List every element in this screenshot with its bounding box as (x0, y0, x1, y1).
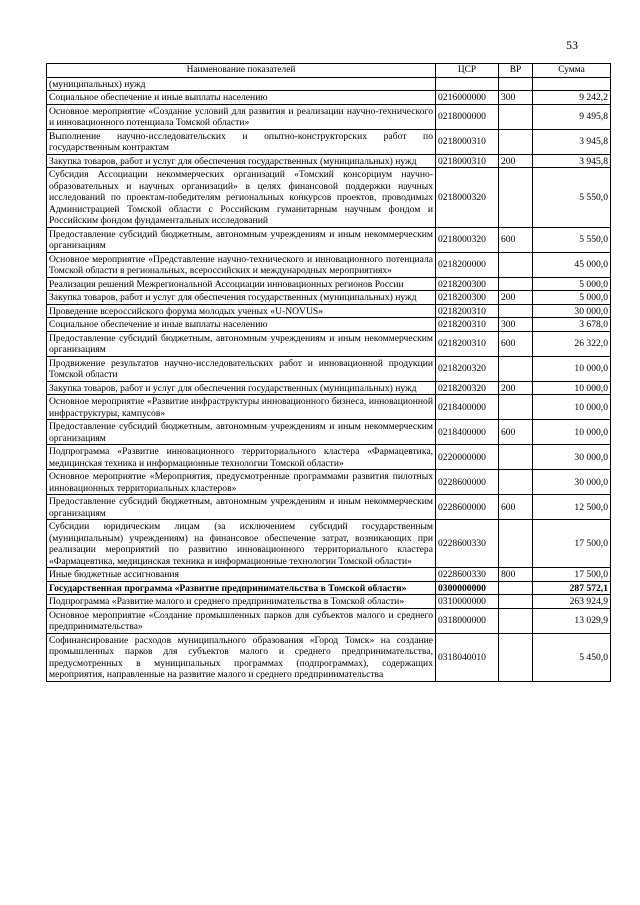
row-sum-cell: 5 550,0 (533, 227, 611, 252)
row-vr-cell: 600 (499, 495, 533, 520)
row-csr-cell: 0218000320 (436, 168, 499, 228)
table-row (47, 495, 611, 520)
row-name-cell: Социальное обеспечение и иные выплаты населению (47, 318, 436, 332)
row-csr-cell: 0218000320 (436, 227, 499, 252)
table-row (47, 168, 611, 228)
row-csr-cell: 0218200300 (436, 291, 499, 305)
row-csr-cell: 0310000000 (436, 595, 499, 609)
table-row (47, 252, 611, 277)
row-vr-cell: 300 (499, 318, 533, 332)
row-sum-cell: 17 500,0 (533, 568, 611, 582)
table-row (47, 520, 611, 568)
table-row (47, 445, 611, 470)
row-name-cell: Закупка товаров, работ и услуг для обеспечения государственных (муниципальных) нужд (47, 154, 436, 168)
row-csr-cell: 0228600330 (436, 520, 499, 568)
row-name-cell: (муниципальных) нужд (47, 77, 436, 91)
row-vr-cell (499, 581, 533, 595)
row-name-cell: Продвижение результатов научно-исследовательских работ и инновационной продукции Томской области (47, 356, 436, 381)
row-vr-cell: 800 (499, 568, 533, 582)
row-sum-cell: 3 945,8 (533, 154, 611, 168)
row-sum-cell: 13 029,9 (533, 608, 611, 633)
row-vr-cell: 200 (499, 154, 533, 168)
row-name-cell: Закупка товаров, работ и услуг для обеспечения государственных (муниципальных) нужд (47, 381, 436, 395)
table-row (47, 608, 611, 633)
row-csr-cell: 0228600000 (436, 470, 499, 495)
row-name-cell: Основное мероприятие «Создание промышленных парков для субъектов малого и среднего предпринимательства» (47, 608, 436, 633)
row-csr-cell: 0318040010 (436, 633, 499, 681)
row-sum-cell: 26 322,0 (533, 331, 611, 356)
row-name-cell: Проведение всероссийского форума молодых ученых «U-NOVUS» (47, 304, 436, 318)
row-name-cell: Закупка товаров, работ и услуг для обеспечения государственных (муниципальных) нужд (47, 291, 436, 305)
table-row (47, 304, 611, 318)
table-header-row (47, 64, 611, 78)
row-name-cell: Реализация решений Межрегиональной Ассоциации инновационных регионов России (47, 277, 436, 291)
row-vr-cell (499, 470, 533, 495)
row-vr-cell (499, 129, 533, 154)
table-row (47, 154, 611, 168)
row-vr-cell (499, 356, 533, 381)
row-name-cell: Субсидии юридическим лицам (за исключением субсидий государственным (муниципальным) учреждениям) на финансовое обеспечение затрат, возникающих при реализации мероприятий по развитию инновационного территориального кластера «Фармацевтика, медицинская техника и информационные технологии Томской области» (47, 520, 436, 568)
table-row (47, 595, 611, 609)
row-csr-cell: 0300000000 (436, 581, 499, 595)
row-vr-cell (499, 77, 533, 91)
row-csr-cell: 0228600000 (436, 495, 499, 520)
row-sum-cell: 10 000,0 (533, 381, 611, 395)
table-body (47, 77, 611, 681)
row-vr-cell (499, 252, 533, 277)
row-csr-cell: 0218200300 (436, 277, 499, 291)
row-csr-cell: 0218000310 (436, 154, 499, 168)
row-vr-cell (499, 168, 533, 228)
row-sum-cell: 9 495,8 (533, 104, 611, 129)
budget-table (46, 63, 611, 682)
table-row (47, 331, 611, 356)
row-sum-cell: 45 000,0 (533, 252, 611, 277)
row-sum-cell: 30 000,0 (533, 304, 611, 318)
table-row (47, 633, 611, 681)
row-sum-cell: 5 000,0 (533, 291, 611, 305)
row-name-cell: Предоставление субсидий бюджетным, автономным учреждениям и иным некоммерческим организациям (47, 495, 436, 520)
row-vr-cell (499, 633, 533, 681)
table-row (47, 395, 611, 420)
row-name-cell: Предоставление субсидий бюджетным, автономным учреждениям и иным некоммерческим организациям (47, 420, 436, 445)
table-row (47, 104, 611, 129)
row-csr-cell: 0220000000 (436, 445, 499, 470)
row-name-cell: Подпрограмма «Развитие инновационного территориального кластера «Фармацевтика, медицинская техника и информационные технологии Томской области» (47, 445, 436, 470)
row-sum-cell: 263 924,9 (533, 595, 611, 609)
table-row (47, 581, 611, 595)
row-csr-cell: 0318000000 (436, 608, 499, 633)
row-csr-cell: 0218200310 (436, 304, 499, 318)
row-name-cell: Софинансирование расходов муниципального образования «Город Томск» на создание промышленных парков для субъектов малого и среднего предпринимательства, предусмотренных в муниципальных программах (подпрограммах), содержащих мероприятия, направленные на развитие малого и среднего предпринимательства (47, 633, 436, 681)
row-sum-cell: 287 572,1 (533, 581, 611, 595)
table-row (47, 277, 611, 291)
table-row (47, 470, 611, 495)
row-name-cell: Основное мероприятие «Представление научно-технического и инновационного потенциала Томской области в региональных, всероссийских и международных мероприятиях» (47, 252, 436, 277)
row-sum-cell: 12 500,0 (533, 495, 611, 520)
table-row (47, 381, 611, 395)
row-vr-cell (499, 608, 533, 633)
row-csr-cell: 0218200320 (436, 356, 499, 381)
row-sum-cell: 10 000,0 (533, 356, 611, 381)
table-row (47, 227, 611, 252)
row-csr-cell: 0228600330 (436, 568, 499, 582)
row-csr-cell: 0218200310 (436, 331, 499, 356)
row-name-cell: Предоставление субсидий бюджетным, автономным учреждениям и иным некоммерческим организациям (47, 227, 436, 252)
row-csr-cell: 0218000000 (436, 104, 499, 129)
row-sum-cell: 9 242,2 (533, 91, 611, 105)
row-vr-cell (499, 445, 533, 470)
row-csr-cell: 0218200320 (436, 381, 499, 395)
row-name-cell: Подпрограмма «Развитие малого и среднего предпринимательства в Томской области» (47, 595, 436, 609)
row-sum-cell: 30 000,0 (533, 470, 611, 495)
row-vr-cell (499, 520, 533, 568)
row-name-cell: Выполнение научно-исследовательских и опытно-конструкторских работ по государственным контрактам (47, 129, 436, 154)
table-row (47, 420, 611, 445)
row-sum-cell: 5 450,0 (533, 633, 611, 681)
row-csr-cell: 0218200000 (436, 252, 499, 277)
row-vr-cell: 600 (499, 420, 533, 445)
row-sum-cell: 3 945,8 (533, 129, 611, 154)
row-name-cell: Социальное обеспечение и иные выплаты населению (47, 91, 436, 105)
row-csr-cell: 0218000310 (436, 129, 499, 154)
row-vr-cell (499, 595, 533, 609)
column-header-name: Наименование показателей (47, 64, 436, 78)
row-name-cell: Основное мероприятие «Мероприятия, предусмотренные программами развития пилотных инновационных территориальных кластеров» (47, 470, 436, 495)
column-header-csr: ЦСР (436, 64, 499, 78)
row-sum-cell: 10 000,0 (533, 395, 611, 420)
table-row (47, 129, 611, 154)
row-vr-cell: 200 (499, 381, 533, 395)
table-row (47, 77, 611, 91)
row-sum-cell: 5 550,0 (533, 168, 611, 228)
row-csr-cell (436, 77, 499, 91)
row-name-cell: Предоставление субсидий бюджетным, автономным учреждениям и иным некоммерческим организациям (47, 331, 436, 356)
table-row (47, 356, 611, 381)
row-name-cell: Государственная программа «Развитие предпринимательства в Томской области» (47, 581, 436, 595)
row-name-cell: Иные бюджетные ассигнования (47, 568, 436, 582)
row-vr-cell: 300 (499, 91, 533, 105)
column-header-sum: Сумма (533, 64, 611, 78)
table-row (47, 318, 611, 332)
table-row (47, 568, 611, 582)
row-sum-cell: 10 000,0 (533, 420, 611, 445)
row-vr-cell (499, 304, 533, 318)
row-sum-cell: 17 500,0 (533, 520, 611, 568)
row-csr-cell: 0218200310 (436, 318, 499, 332)
row-name-cell: Субсидия Ассоциации некоммерческих организаций «Томский консорциум научно-образовательных и научных организаций» в целях финансовой поддержки научных исследований по проектам-победителям региональных конкурсов проектов, проводимых Администрацией Томской области с Российским гуманитарным научным фондом и Российским фондом фундаментальных исследований (47, 168, 436, 228)
row-vr-cell (499, 395, 533, 420)
row-csr-cell: 0218400000 (436, 420, 499, 445)
row-name-cell: Основное мероприятие «Развитие инфраструктуры инновационного бизнеса, инновационной инфраструктуры, кампусов» (47, 395, 436, 420)
row-vr-cell: 200 (499, 291, 533, 305)
column-header-vr: ВР (499, 64, 533, 78)
row-name-cell: Основное мероприятие «Создание условий для развития и реализации научно-технического и инновационного потенциала Томской области» (47, 104, 436, 129)
row-csr-cell: 0218400000 (436, 395, 499, 420)
table-row (47, 91, 611, 105)
row-vr-cell (499, 277, 533, 291)
row-vr-cell: 600 (499, 227, 533, 252)
row-sum-cell: 3 678,0 (533, 318, 611, 332)
row-sum-cell (533, 77, 611, 91)
row-sum-cell: 5 000,0 (533, 277, 611, 291)
row-vr-cell (499, 104, 533, 129)
row-sum-cell: 30 000,0 (533, 445, 611, 470)
row-csr-cell: 0216000000 (436, 91, 499, 105)
row-vr-cell: 600 (499, 331, 533, 356)
table-row (47, 291, 611, 305)
page-number: 53 (566, 38, 578, 52)
